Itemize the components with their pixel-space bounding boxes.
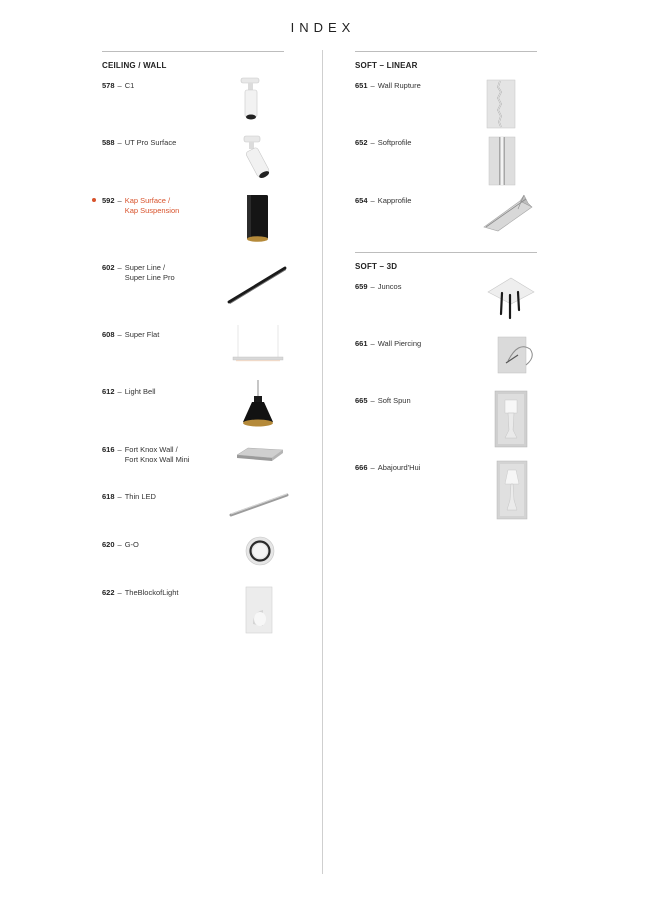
entry-label-line-1: Kap Surface / [124, 196, 171, 205]
index-entry-620[interactable]: 620 – G-O [102, 540, 139, 549]
entry-label-line-2: Kap Suspension [124, 205, 180, 215]
index-entry-612[interactable]: 612 – Light Bell [102, 387, 156, 396]
index-entry-665[interactable]: 665 – Soft Spun [355, 396, 411, 405]
thumbnail-super-flat[interactable] [230, 325, 286, 367]
thumbnail-juncos[interactable] [486, 276, 536, 320]
index-entry-618[interactable]: 618 – Thin LED [102, 492, 156, 501]
section-title-soft-3d: SOFT – 3D [355, 262, 398, 271]
thumbnail-g-o[interactable] [244, 535, 276, 567]
entry-label: TheBlockofLight [124, 588, 179, 597]
entry-number: 578 [102, 81, 115, 90]
thumbnail-kap-surface[interactable] [244, 194, 272, 242]
entry-label: Wall Rupture [377, 81, 421, 90]
index-entry-588[interactable]: 588 – UT Pro Surface [102, 138, 177, 147]
index-entry-654[interactable]: 654 – Kapprofile [355, 196, 412, 205]
thumbnail-ut-pro-surface[interactable] [238, 134, 278, 180]
entry-label: Wall Piercing [377, 339, 422, 348]
entry-number: 666 [355, 463, 368, 472]
entry-number: 618 [102, 492, 115, 501]
section-rule [355, 51, 537, 52]
entry-label: Light Bell [124, 387, 156, 396]
entry-number: 620 [102, 540, 115, 549]
entry-number: 661 [355, 339, 368, 348]
entry-number: 592 [102, 196, 115, 205]
section-rule [355, 252, 537, 253]
entry-number: 602 [102, 263, 115, 272]
entry-label: Kapprofile [377, 196, 412, 205]
entry-label: Abajourd'Hui [377, 463, 421, 472]
page-title: INDEX [290, 20, 356, 35]
index-entry-608[interactable]: 608 – Super Flat [102, 330, 160, 339]
thumbnail-kapprofile[interactable] [480, 193, 536, 233]
thumbnail-wall-rupture[interactable] [486, 79, 516, 129]
entry-number: 659 [355, 282, 368, 291]
entry-label: Softprofile [377, 138, 412, 147]
index-entry-578[interactable]: 578 – C1 [102, 81, 135, 90]
entry-label-line-2: Super Line Pro [124, 272, 175, 282]
entry-label: UT Pro Surface [124, 138, 177, 147]
entry-number: 622 [102, 588, 115, 597]
entry-number: 654 [355, 196, 368, 205]
thumbnail-abajourdhui[interactable] [496, 460, 528, 520]
thumbnail-super-line[interactable] [226, 262, 288, 306]
index-entry-616[interactable]: 616 – Fort Knox Wall / Fort Knox Wall Mini [102, 445, 190, 464]
index-entry-592[interactable]: 592 – Kap Surface / Kap Suspension [102, 196, 180, 215]
index-entry-652[interactable]: 652 – Softprofile [355, 138, 412, 147]
thumbnail-c1[interactable] [238, 76, 264, 122]
entry-label: Soft Spun [377, 396, 411, 405]
entry-number: 651 [355, 81, 368, 90]
index-entry-659[interactable]: 659 – Juncos [355, 282, 402, 291]
thumbnail-light-bell[interactable] [240, 380, 276, 430]
entry-number: 665 [355, 396, 368, 405]
entry-number: 616 [102, 445, 115, 454]
active-marker-dot [92, 198, 96, 202]
entry-label: Super Flat [124, 330, 160, 339]
thumbnail-fort-knox-wall[interactable] [234, 445, 286, 467]
entry-label-line-2: Fort Knox Wall Mini [124, 454, 190, 464]
section-title-soft-linear: SOFT – LINEAR [355, 61, 418, 70]
entry-number: 652 [355, 138, 368, 147]
entry-label: G-O [124, 540, 139, 549]
entry-label: C1 [124, 81, 135, 90]
thumbnail-the-block-of-light[interactable] [245, 586, 273, 634]
index-entry-661[interactable]: 661 – Wall Piercing [355, 339, 422, 348]
section-title-ceiling-wall: CEILING / WALL [102, 61, 167, 70]
thumbnail-wall-piercing[interactable] [496, 335, 536, 375]
index-entry-666[interactable]: 666 – Abajourd'Hui [355, 463, 421, 472]
thumbnail-thin-led[interactable] [228, 490, 290, 520]
entry-number: 612 [102, 387, 115, 396]
index-entry-651[interactable]: 651 – Wall Rupture [355, 81, 421, 90]
index-entry-602[interactable]: 602 – Super Line / Super Line Pro [102, 263, 175, 282]
column-divider [322, 50, 323, 874]
entry-label-line-1: Fort Knox Wall / [124, 445, 178, 454]
section-rule [102, 51, 284, 52]
entry-number: 608 [102, 330, 115, 339]
thumbnail-softprofile[interactable] [488, 136, 516, 186]
entry-label-line-1: Super Line / [124, 263, 166, 272]
thumbnail-soft-spun[interactable] [494, 390, 528, 448]
index-entry-622[interactable]: 622 – TheBlockofLight [102, 588, 179, 597]
entry-label: Thin LED [124, 492, 156, 501]
entry-number: 588 [102, 138, 115, 147]
entry-label: Juncos [377, 282, 402, 291]
